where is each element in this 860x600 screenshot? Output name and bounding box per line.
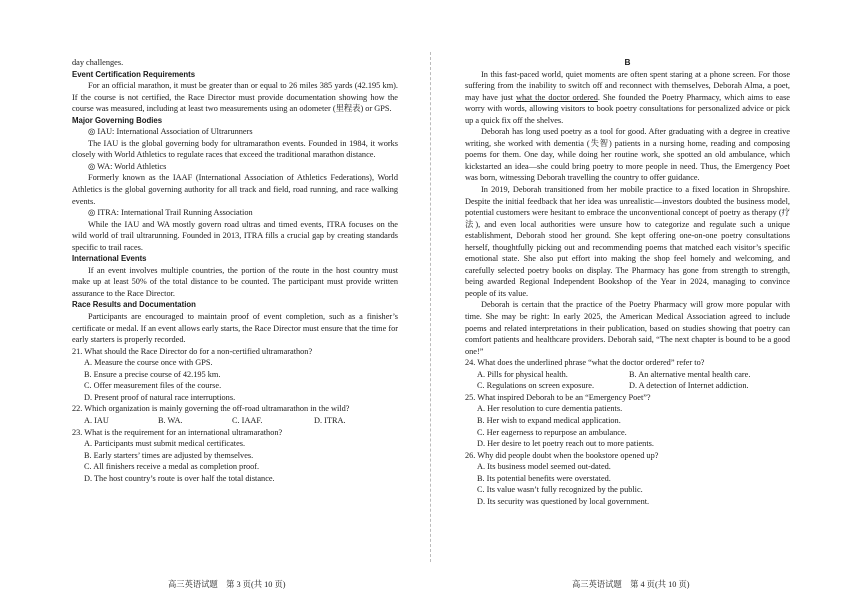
- paragraph: Deborah has long used poetry as a tool for good. After graduating with a degree in creative writing, she worked with dementia (失智) patients in a nursing home, reading and composing poems for them. One day, while doing her routine work, she spotted an old ambulance, which kickstarted an idea—she could bring poetry to more people in need. Thus, the Emergency Poet was born, witnessing Deborah travelling the country to offer guidance.: [465, 127, 790, 183]
- option: C. Her eagerness to repurpose an ambulance.: [477, 427, 627, 437]
- option: A. Her resolution to cure dementia patients.: [477, 404, 623, 414]
- option: C. Offer measurement files of the course.: [84, 381, 222, 391]
- option: D. Present proof of natural race interruptions.: [84, 392, 236, 402]
- option: D. Her desire to let poetry reach out to more patients.: [477, 439, 654, 449]
- subheading: ◎ ITRA: International Trail Running Association: [88, 208, 253, 218]
- paragraph: For an official marathon, it must be greater than or equal to 26 miles 385 yards (42.195 km). If the course is not certified, the Race Director must provide documentation showing how the course was measured, including at least two measurements using an odometer (里程表) or GPS.: [72, 81, 398, 114]
- paragraph: Deborah is certain that the practice of the Poetry Pharmacy will grow more popular with time. She may be right: In early 2025, the American Medical Association agreed to include poems and related interpretations in their publication, based on studies showing that poetry can comfort patients and healthcare providers. Deborah said, “The next chapter is bound to be a good one!”: [465, 300, 790, 356]
- page-footer: 高三英语试题 第 3 页(共 10 页): [168, 580, 286, 589]
- underlined-phrase: what the doctor ordered: [516, 92, 598, 102]
- paragraph-part: . She founded the Poetry Pharmacy, which aims to ease worry with words, allowing visitors to book poetry consultations for personalized advice or pick up a quick fix off the shelves.: [465, 92, 790, 125]
- option: A. Its business model seemed out-dated.: [477, 462, 611, 472]
- section-heading: Race Results and Documentation: [72, 300, 196, 310]
- option: A. Participants must submit medical certificates.: [84, 439, 246, 449]
- passage-title: B: [624, 57, 631, 67]
- option-row: [72, 415, 398, 427]
- option: C. Regulations on screen exposure.: [477, 381, 595, 391]
- option: C. Its value wasn’t fully recognized by the public.: [477, 485, 643, 495]
- option: A. IAU: [84, 415, 109, 425]
- right-column: [465, 57, 790, 507]
- option: B. Its potential benefits were overstated.: [477, 473, 611, 483]
- option: D. ITRA.: [314, 415, 346, 425]
- option: B. An alternative mental health care.: [629, 369, 751, 379]
- option: C. IAAF.: [232, 415, 263, 425]
- question: 26. Why did people doubt when the bookstore opened up?: [465, 450, 659, 460]
- option: B. Early starters’ times are adjusted by themselves.: [84, 450, 254, 460]
- option: B. Her wish to expand medical application.: [477, 415, 621, 425]
- section-heading: Major Governing Bodies: [72, 115, 163, 125]
- text-line: day challenges.: [72, 58, 124, 67]
- option-row: [465, 380, 790, 392]
- option: D. A detection of Internet addiction.: [629, 381, 749, 391]
- paragraph: If an event involves multiple countries, the portion of the route in the host country must make up at least 50% of the total distance to be counted. The participant must provide written assurance to the Race Director.: [72, 265, 398, 298]
- paragraph: The IAU is the global governing body for ultramarathon events. Founded in 1984, it works closely with World Athletics to regulate races that exceed the traditional marathon distance.: [72, 138, 398, 160]
- paragraph: In 2019, Deborah transitioned from her mobile practice to a fixed location in Shropshire. Despite the initial feedback that her idea was unrealistic—investors doubted the business model, potential customers were hesitant to embrace the unconventional concept of poetry as therapy (疗法), and even local authorities were unsure how to categorize and regulate such a unique establishment, Deborah stood her ground. She kept offering one-on-one poetry consultations herself, thoughtfully picking out and recommending poems that matched each visitor’s specific emotional state. She also put effort into making the shop feel homely and welcoming, and carefully selected poetry books on display. The Pharmacy has gone from strength to strength, being awarded Regional Independent Bookshop of the Year in 2024, managing to convince people of its value.: [465, 185, 790, 298]
- question: 23. What is the requirement for an international ultramarathon?: [72, 427, 283, 437]
- paragraph: [465, 69, 790, 127]
- option: B. Ensure a precise course of 42.195 km.: [84, 369, 221, 379]
- paragraph: Participants are encouraged to maintain proof of event completion, such as a finisher’s certificate or medal. If an event allows early starts, the Race Director must ensure that the time for early starters is properly recorded.: [72, 312, 398, 345]
- paragraph: While the IAU and WA mostly govern road ultras and timed events, ITRA focuses on the wild world of trail ultrarunning. Founded in 2013, ITRA fills a crucial gap by creating standards specific to trail races.: [72, 219, 398, 252]
- paragraph: Formerly known as the IAAF (International Association of Athletics Federations), World Athletics is the global governing authority for all track and field, road running, and race walking events.: [72, 173, 398, 206]
- question: 22. Which organization is mainly governing the off-road ultramarathon in the wild?: [72, 404, 350, 414]
- page-footer: 高三英语试题 第 4 页(共 10 页): [572, 580, 690, 589]
- option: D. The host country’s route is over half the total distance.: [84, 473, 275, 483]
- option: C. All finishers receive a medal as completion proof.: [84, 462, 260, 472]
- option: B. WA.: [158, 415, 183, 425]
- section-heading: Event Certification Requirements: [72, 69, 196, 79]
- option-row: [465, 369, 790, 381]
- paragraph-part: In this fast-paced world, quiet moments are often spent staring at a phone screen. For those suffering from the inability to switch off and reconnect with themselves, Deborah Alma, a poet, may have just: [465, 69, 790, 102]
- question: 21. What should the Race Director do for a non-certified ultramarathon?: [72, 346, 313, 356]
- left-column: [72, 57, 398, 484]
- option: A. Measure the course once with GPS.: [84, 358, 213, 368]
- question: 25. What inspired Deborah to be an “Emergency Poet”?: [465, 392, 651, 402]
- subheading: ◎ WA: World Athletics: [88, 161, 167, 171]
- column-divider: [430, 52, 431, 562]
- section-heading: International Events: [72, 254, 147, 264]
- option: D. Its security was questioned by local government.: [477, 496, 650, 506]
- subheading: ◎ IAU: International Association of Ultrarunners: [88, 127, 253, 137]
- question: 24. What does the underlined phrase “what the doctor ordered” refer to?: [465, 358, 705, 368]
- option: A. Pills for physical health.: [477, 369, 568, 379]
